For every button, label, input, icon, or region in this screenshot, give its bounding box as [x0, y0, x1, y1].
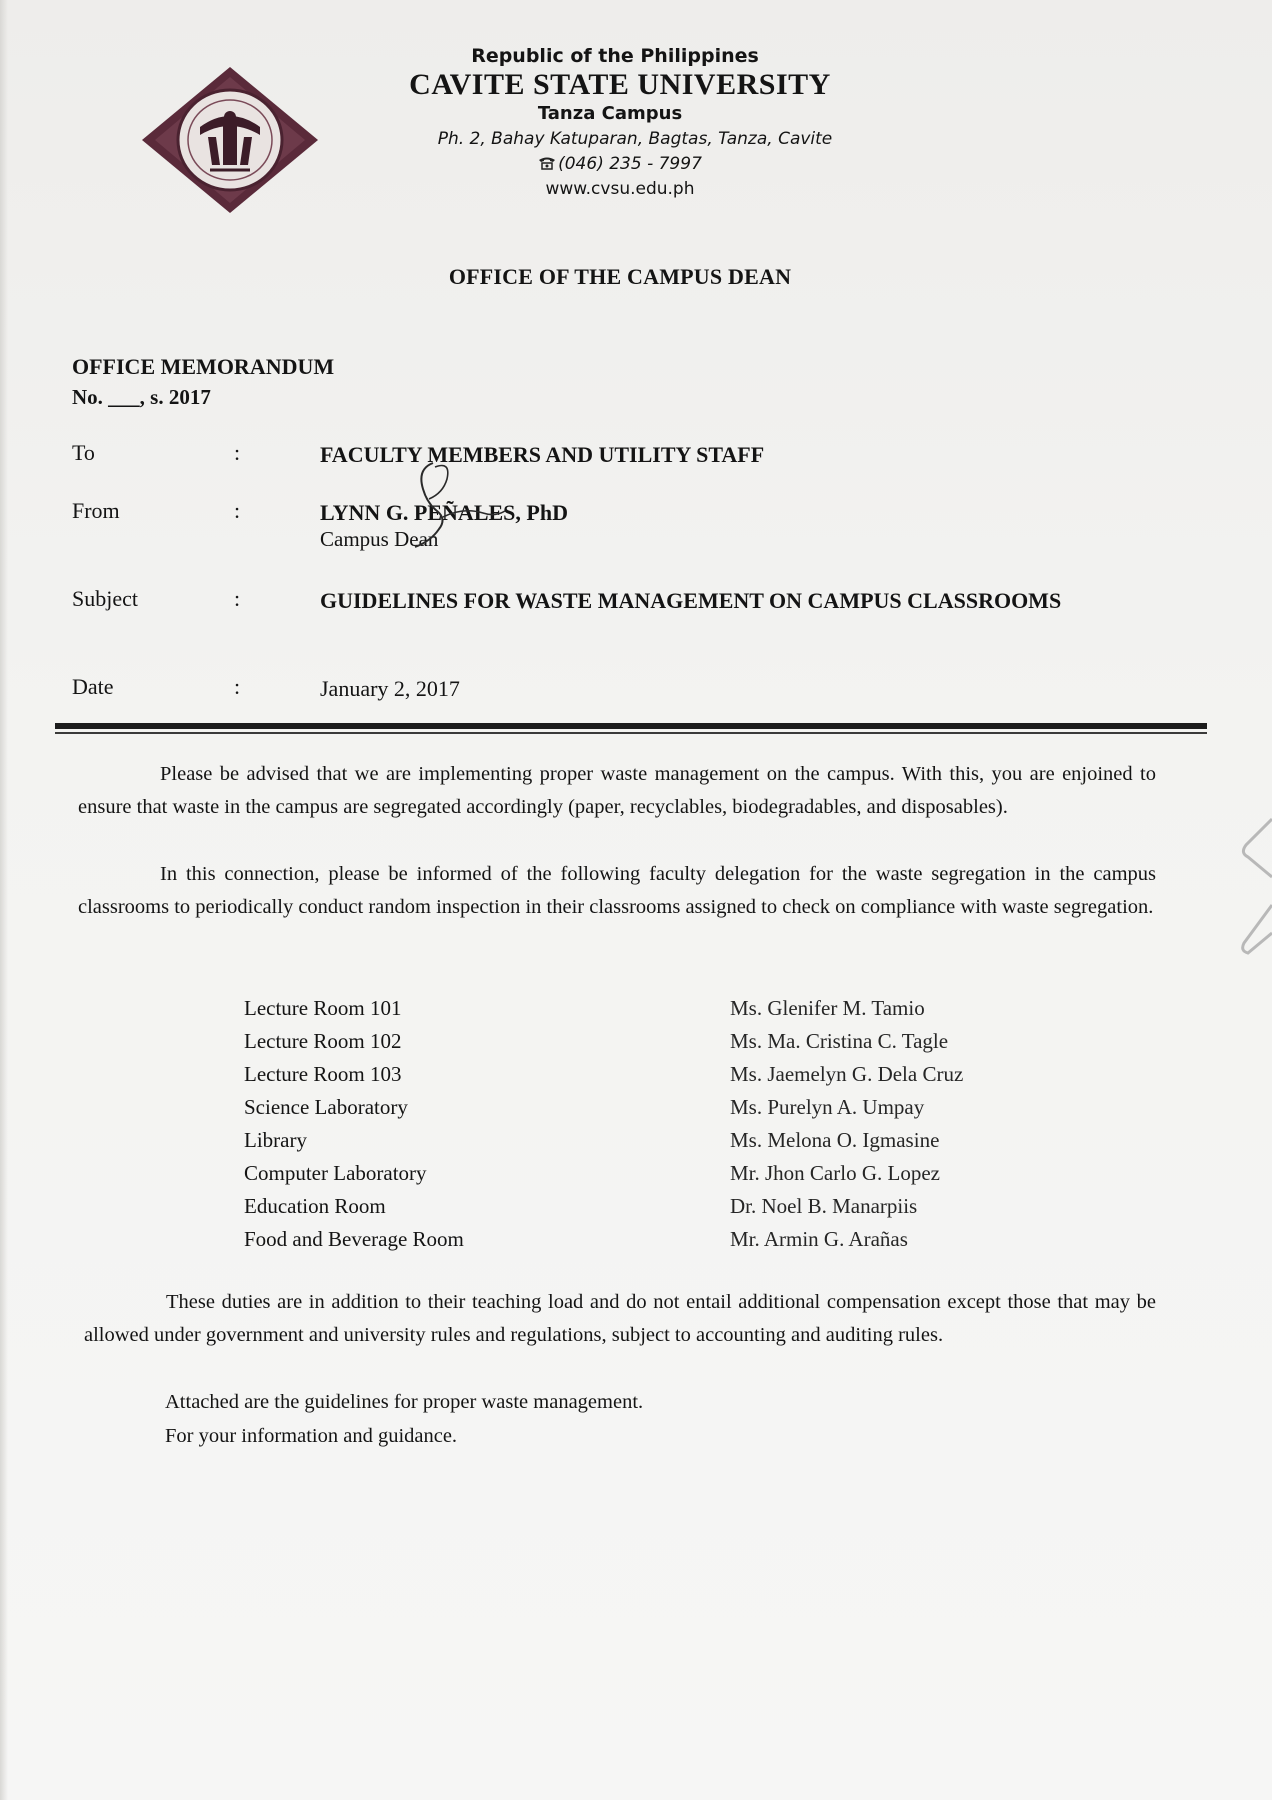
list-item	[0, 1157, 1272, 1190]
body-paragraph-2: In this connection, please be informed of the following faculty delegation for the waste segregation in the campus classrooms to periodically conduct random inspection in their classrooms assigned to check on compliance with waste segregation.	[78, 863, 1156, 918]
body-paragraph-1: Please be advised that we are implementing proper waste management on the campus. With this, you are enjoined to ensure that waste in the campus are segregated accordingly (paper, recyclables, biodegradables, and disposables).	[78, 763, 1156, 818]
telephone-icon	[538, 156, 556, 170]
paper-clip-icon	[1236, 815, 1272, 965]
assignment-room: Lecture Room 102	[244, 1029, 402, 1053]
office-title: OFFICE OF THE CAMPUS DEAN	[448, 264, 792, 289]
memo-date-label: Date	[72, 674, 114, 699]
university-seal-logo	[140, 65, 320, 215]
letterhead-website: www.cvsu.edu.ph	[545, 179, 695, 199]
assignment-room: Lecture Room 103	[244, 1062, 402, 1086]
memo-from-name: LYNN G. PEÑALES, PhD	[320, 500, 568, 525]
room-assignment-list	[0, 992, 1272, 1256]
memo-number: No. ___, s. 2017	[72, 385, 211, 409]
memo-date-value: January 2, 2017	[320, 676, 460, 701]
assignment-room: Food and Beverage Room	[244, 1227, 464, 1251]
letterhead-university: CAVITE STATE UNIVERSITY	[409, 68, 831, 101]
assignment-person: Ms. Jaemelyn G. Dela Cruz	[730, 1062, 964, 1086]
list-item	[0, 1223, 1272, 1256]
letterhead-campus: Tanza Campus	[537, 103, 683, 124]
memo-to-label: To	[72, 440, 95, 465]
assignment-person: Ms. Ma. Cristina C. Tagle	[730, 1029, 949, 1053]
assignment-room: Education Room	[244, 1194, 386, 1218]
assignment-person: Dr. Noel B. Manarpiis	[730, 1194, 918, 1218]
list-item	[0, 1025, 1272, 1058]
memo-date-colon: :	[234, 674, 241, 699]
assignment-room: Science Laboratory	[244, 1095, 408, 1119]
memo-from-position: Campus Dean	[320, 527, 439, 551]
handwritten-signature	[355, 455, 515, 555]
assignment-person: Mr. Armin G. Arañas	[730, 1227, 908, 1251]
list-item	[0, 992, 1272, 1025]
letterhead	[340, 44, 900, 202]
closing-line: For your information and guidance.	[165, 1425, 458, 1447]
memo-title: OFFICE MEMORANDUM	[72, 354, 335, 379]
list-item	[0, 1058, 1272, 1091]
memo-from-colon: :	[234, 498, 241, 523]
memo-to-value: FACULTY MEMBERS AND UTILITY STAFF	[320, 442, 765, 467]
assignment-room: Lecture Room 101	[244, 996, 402, 1020]
body-paragraph-3: These duties are in addition to their teaching load and do not entail additional compensation except those that may be allowed under government and university rules and regulations, subject to accounting and auditing rules.	[84, 1291, 1156, 1346]
assignment-room: Library	[244, 1128, 307, 1152]
letterhead-address: Ph. 2, Bahay Katuparan, Bagtas, Tanza, Cavite	[437, 129, 833, 149]
memo-subject-value: GUIDELINES FOR WASTE MANAGEMENT ON CAMPUS CLASSROOMS	[320, 588, 1062, 613]
memo-to-colon: :	[234, 440, 241, 465]
header-divider-thick	[55, 723, 1207, 729]
header-divider-thin	[55, 732, 1207, 734]
list-item	[0, 1124, 1272, 1157]
memo-from-label: From	[72, 498, 120, 523]
list-item	[0, 1190, 1272, 1223]
page-shadow-edge	[0, 0, 8, 1800]
letterhead-phone-line	[340, 152, 900, 176]
memo-subject-colon: :	[234, 586, 241, 611]
letterhead-phone: (046) 235 - 7997	[558, 154, 702, 174]
assignment-person: Ms. Melona O. Igmasine	[730, 1128, 940, 1152]
attached-guidelines-line: Attached are the guidelines for proper waste management.	[165, 1391, 644, 1413]
list-item	[0, 1091, 1272, 1124]
memo-subject-label: Subject	[72, 586, 138, 611]
assignment-person: Ms. Purelyn A. Umpay	[730, 1095, 925, 1119]
assignment-room: Computer Laboratory	[244, 1161, 427, 1185]
assignment-person: Mr. Jhon Carlo G. Lopez	[730, 1161, 940, 1185]
letterhead-republic: Republic of the Philippines	[471, 45, 759, 67]
assignment-person: Ms. Glenifer M. Tamio	[730, 996, 925, 1020]
